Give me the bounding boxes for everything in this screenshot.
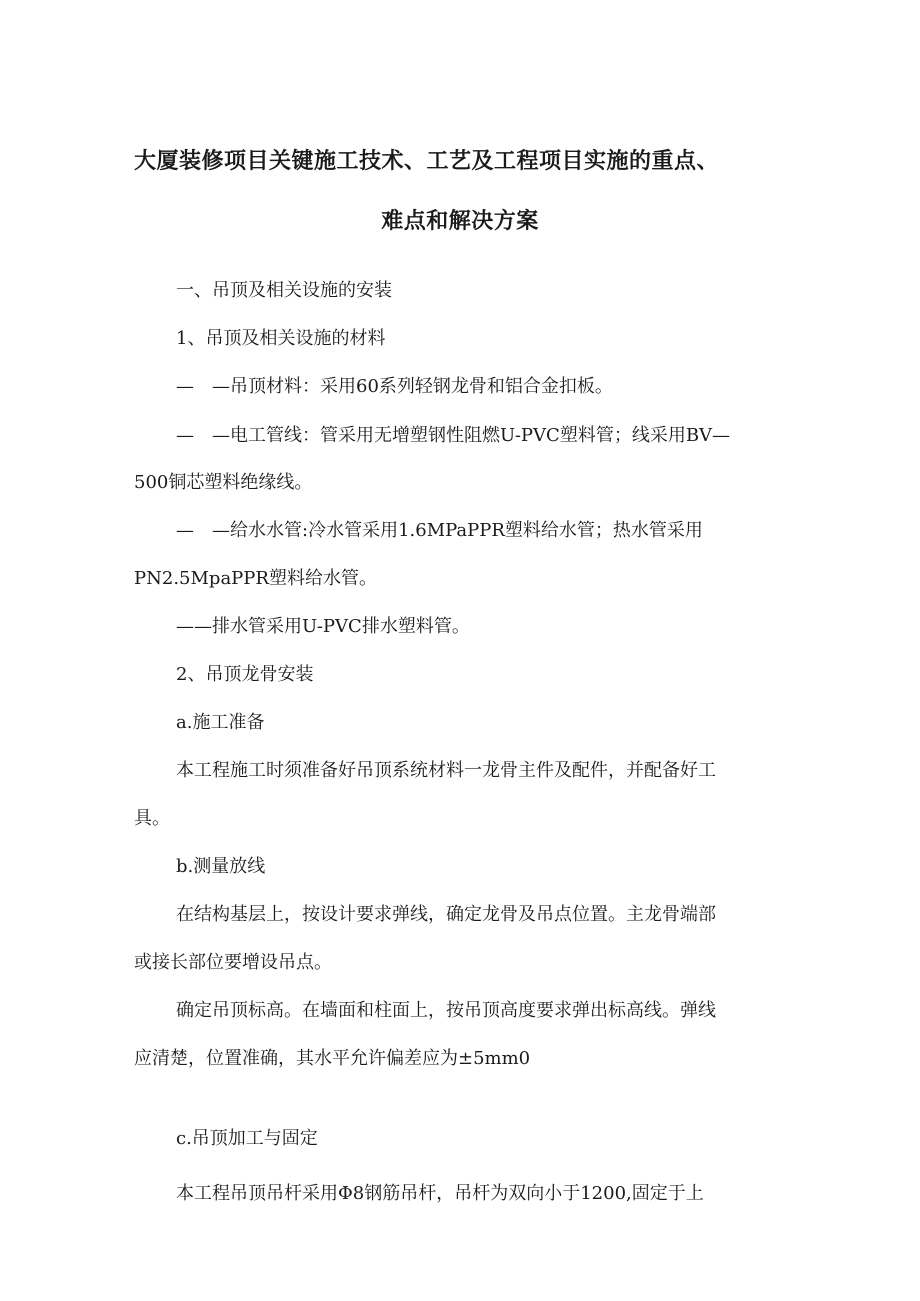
- subsection-heading: 2、吊顶龙骨安装: [176, 664, 314, 685]
- subsection-heading: 1、吊顶及相关设施的材料: [176, 328, 386, 349]
- paragraph-line: ——排水管采用U-PVC排水塑料管。: [176, 616, 470, 637]
- paragraph-line: 应清楚，位置准确，其水平允许偏差应为±5mm0: [134, 1048, 531, 1069]
- document-title-line-1: 大厦装修项目关键施工技术、工艺及工程项目实施的重点、: [134, 149, 720, 174]
- paragraph-line: — —吊顶材料：采用60系列轻钢龙骨和铝合金扣板。: [176, 376, 613, 397]
- step-heading: c.吊顶加工与固定: [176, 1128, 318, 1149]
- step-heading: a.施工准备: [176, 712, 265, 733]
- step-heading: b.测量放线: [176, 856, 266, 877]
- paragraph-line: — —给水水管:冷水管采用1.6MPaPPR塑料给水管；热水管采用: [176, 520, 703, 541]
- paragraph-line: 确定吊顶标高。在墙面和柱面上，按吊顶高度要求弹出标高线。弹线: [176, 1000, 716, 1021]
- paragraph-line: 500铜芯塑料绝缘线。: [134, 472, 313, 493]
- section-heading: 一、吊顶及相关设施的安装: [176, 280, 392, 301]
- paragraph-line: 本工程施工时须准备好吊顶系统材料一龙骨主件及配件，并配备好工: [176, 760, 716, 781]
- paragraph-line: 具。: [134, 808, 170, 829]
- paragraph-line: PN2.5MpaPPR塑料给水管。: [134, 568, 377, 589]
- document-title-line-2: 难点和解决方案: [381, 209, 539, 234]
- paragraph-line: — —电工管线：管采用无增塑钢性阻燃U-PVC塑料管；线采用BV—: [176, 425, 731, 446]
- paragraph-line: 在结构基层上，按设计要求弹线，确定龙骨及吊点位置。主龙骨端部: [176, 904, 716, 925]
- paragraph-line: 或接长部位要增设吊点。: [134, 952, 332, 973]
- paragraph-line: 本工程吊顶吊杆采用Φ8钢筋吊杆，吊杆为双向小于1200,固定于上: [176, 1183, 704, 1204]
